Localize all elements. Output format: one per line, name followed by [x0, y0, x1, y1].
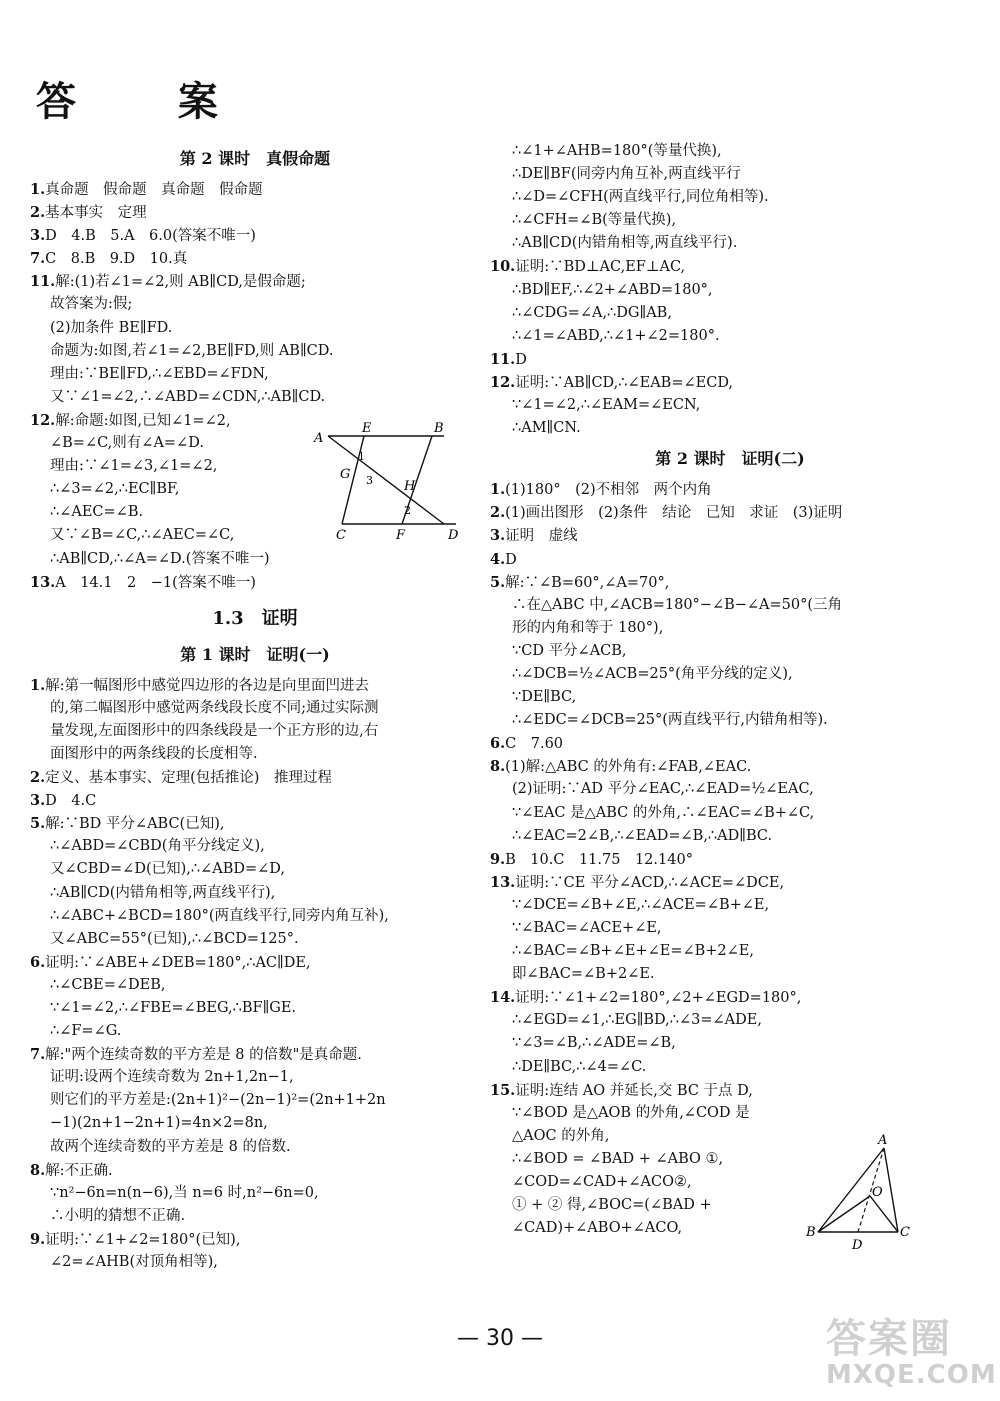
- question-number: 7.: [30, 250, 46, 268]
- question-number: 15.: [490, 1081, 516, 1099]
- question-number: 6.: [30, 953, 46, 971]
- watermark: [826, 1318, 996, 1398]
- answer-continuation-line: ∴∠EDC=∠DCB=25°(两直线平行,内错角相等).: [512, 712, 828, 729]
- question-number: 3.: [30, 792, 46, 810]
- question-number: 11.: [490, 350, 516, 368]
- question-number: 9.: [490, 850, 506, 868]
- answer-text: D 4.C: [45, 793, 97, 810]
- section-heading: 第 2 课时 证明(二): [655, 449, 805, 469]
- answer-continuation-line: ∠2=∠AHB(对顶角相等),: [50, 1254, 218, 1271]
- answer-continuation-line: 又∵∠1=∠2,∴∠ABD=∠CDN,∴AB∥CD.: [50, 388, 326, 405]
- figure-label-H: H: [404, 479, 416, 494]
- answer-continuation-line: ∴∠3=∠2,∴EC∥BF,: [50, 481, 180, 498]
- answer-line: [30, 674, 480, 697]
- answer-text: D: [505, 551, 517, 568]
- answer-text: 解:命题:如图,已知∠1=∠2,: [55, 412, 231, 429]
- answer-continuation-line: ∴∠CDG=∠A,∴DG∥AB,: [512, 304, 672, 321]
- answer-continuation-line: ∴∠D=∠CFH(两直线平行,同位角相等).: [512, 189, 769, 206]
- answer-continuation-line: ∴∠DCB=½∠ACB=25°(角平分线的定义),: [512, 665, 793, 682]
- answer-text: 证明 虚线: [505, 528, 578, 545]
- question-number: 10.: [490, 258, 516, 276]
- question-number: 9.: [30, 1230, 46, 1248]
- answer-line: [30, 1043, 480, 1066]
- answer-text: (1)解:△ABC 的外角有:∠FAB,∠EAC.: [505, 759, 752, 776]
- answer-continuation-line: ∴小明的猜想不正确.: [50, 1207, 186, 1224]
- answer-continuation-line: 命题为:如图,若∠1=∠2,BE∥FD,则 AB∥CD.: [50, 342, 334, 359]
- answer-continuation-line: 故两个连续奇数的平方差是 8 的倍数.: [50, 1138, 291, 1155]
- answer-continuation-line: ∵∠BAC=∠ACE+∠E,: [512, 920, 662, 936]
- answer-text: C 7.60: [505, 736, 564, 753]
- answer-continuation-line: ∴∠AEC=∠B.: [50, 504, 144, 521]
- section-heading: 第 1 课时 证明(一): [180, 644, 330, 664]
- figure-label-B: B: [806, 1225, 816, 1240]
- answer-text: 证明:∵∠ABE+∠DEB=180°,∴AC∥DE,: [45, 954, 311, 971]
- answer-continuation-line: ∠CAD)+∠ABO+∠ACO,: [512, 1220, 683, 1237]
- answer-text: 解:(1)若∠1=∠2,则 AB∥CD,是假命题;: [55, 274, 306, 291]
- figure-label-C: C: [900, 1225, 910, 1240]
- parallelogram-figure: [312, 420, 462, 540]
- section-heading: 第 2 课时 真假命题: [179, 149, 331, 168]
- answer-continuation-line: 理由:∵BE∥FD,∴∠EBD=∠FDN,: [50, 365, 269, 382]
- answer-text: 证明:∵AB∥CD,∴∠EAB=∠ECD,: [515, 374, 734, 391]
- question-number: 1.: [30, 676, 46, 694]
- question-number: 1.: [30, 181, 46, 198]
- answer-continuation-line: ∴∠F=∠G.: [50, 1023, 122, 1040]
- question-number: 2.: [30, 769, 46, 787]
- answer-line: [30, 951, 480, 974]
- answer-continuation-line: ① + ② 得,∠BOC=(∠BAD +: [512, 1197, 712, 1214]
- answer-continuation-line: ∵∠EAC 是△ABC 的外角,∴∠EAC=∠B+∠C,: [512, 804, 815, 821]
- question-number: 11.: [30, 273, 56, 291]
- answer-continuation-line: ∴∠1=∠ABD,∴∠1+∠2=180°.: [512, 327, 720, 344]
- question-number: 13.: [490, 873, 516, 891]
- answer-continuation-line: ∴∠CBE=∠DEB,: [50, 976, 166, 993]
- question-number: 6.: [490, 735, 506, 753]
- question-number: 3.: [490, 527, 506, 545]
- answer-text: 证明:∵CE 平分∠ACD,∴∠ACE=∠DCE,: [515, 874, 785, 891]
- question-number: 5.: [30, 815, 46, 833]
- answer-line: [30, 766, 480, 789]
- question-number: 12.: [490, 373, 516, 391]
- answer-continuation-line: 的,第二幅图形中感觉两条线段长度不同;通过实际测: [50, 699, 379, 716]
- answer-continuation-line: (2)加条件 BE∥FD.: [50, 319, 173, 336]
- answer-text: 解:不正确.: [45, 1162, 113, 1179]
- answer-text: 证明:∵BD⊥AC,EF⊥AC,: [515, 259, 686, 276]
- answer-text: D 4.B 5.A 6.0(答案不唯一): [45, 228, 256, 245]
- figure-label-A: A: [314, 431, 324, 446]
- answer-text: 证明:∵∠1+∠2=180°(已知),: [45, 1231, 241, 1248]
- answer-line: [490, 371, 970, 394]
- answer-text: (1)180° (2)不相邻 两个内角: [505, 482, 712, 499]
- answer-line: [490, 755, 970, 778]
- question-number: 7.: [30, 1046, 46, 1064]
- answer-line: [30, 789, 480, 812]
- answer-line: [490, 1079, 970, 1102]
- answer-continuation-line: ∵CD 平分∠ACB,: [512, 642, 627, 659]
- question-number: 1.: [490, 481, 506, 499]
- question-number: 2.: [30, 204, 46, 222]
- figure-label-2: 2: [404, 504, 411, 517]
- answer-line: [490, 348, 970, 371]
- answer-continuation-line: 故答案为:假;: [50, 296, 133, 313]
- answer-continuation-line: 量发现,左面图形中的四条线段是一个正方形的边,右: [50, 722, 379, 739]
- answer-text: 证明:∵∠1+∠2=180°,∠2+∠EGD=180°,: [515, 990, 802, 1007]
- answer-line: [30, 247, 480, 270]
- answer-continuation-line: 又∵∠B=∠C,∴∠AEC=∠C,: [50, 527, 235, 544]
- answer-line: [30, 178, 480, 201]
- answer-continuation-line: 理由:∵∠1=∠3,∠1=∠2,: [50, 458, 218, 475]
- answer-continuation-line: 证明:设两个连续奇数为 2n+1,2n−1,: [50, 1069, 294, 1086]
- answer-line: [30, 1228, 480, 1251]
- answer-text: 解:∵∠B=60°,∠A=70°,: [505, 574, 670, 591]
- left-column: [30, 140, 480, 1274]
- watermark-bottom: MXQE.COM: [826, 1360, 997, 1390]
- answer-continuation-line: 又∠CBD=∠D(已知),∴∠ABD=∠D,: [50, 861, 286, 878]
- answer-continuation-line: ∠B=∠C,则有∠A=∠D.: [50, 435, 204, 452]
- question-number: 8.: [490, 758, 506, 776]
- answer-text: 解:"两个连续奇数的平方差是 8 的倍数"是真命题.: [45, 1047, 362, 1064]
- answer-continuation-line: ∴BD∥EF,∴∠2+∠ABD=180°,: [512, 281, 713, 298]
- question-number: 14.: [490, 989, 516, 1007]
- answer-continuation-line: △AOC 的外角,: [512, 1127, 610, 1144]
- answer-continuation-line: 则它们的平方差是:(2n+1)²−(2n−1)²=(2n+1+2n: [50, 1092, 386, 1109]
- question-number: 5.: [490, 573, 506, 591]
- watermark-top: 答案圈: [826, 1316, 952, 1362]
- answer-line: [490, 478, 970, 501]
- question-number: 2.: [490, 504, 506, 522]
- answer-continuation-line: ∴∠EAC=2∠B,∴∠EAD=∠B,∴AD∥BC.: [512, 827, 773, 844]
- answer-continuation-line: ∴AB∥CD,∴∠A=∠D.(答案不唯一): [50, 550, 270, 567]
- answer-continuation-line: ∵n²−6n=n(n−6),当 n=6 时,n²−6n=0,: [50, 1184, 319, 1201]
- question-number: 12.: [30, 411, 56, 429]
- answer-line: [30, 1159, 480, 1182]
- answer-continuation-line: 又∠ABC=55°(已知),∴∠BCD=125°.: [50, 930, 299, 947]
- question-number: 3.: [30, 227, 46, 245]
- answer-continuation-line: ∴AB∥CD(内错角相等,两直线平行),: [50, 884, 276, 901]
- answer-line: [490, 255, 970, 278]
- answer-line: [30, 812, 480, 835]
- answer-text: 基本事实 定理: [45, 205, 147, 222]
- answer-continuation-line: ∵∠DCE=∠B+∠E,∴∠ACE=∠B+∠E,: [512, 896, 770, 913]
- answer-line: [490, 848, 970, 871]
- answer-line: [490, 524, 970, 547]
- question-number: 13.: [30, 573, 56, 591]
- figure-label-G: G: [340, 467, 351, 482]
- answer-line: [490, 501, 970, 524]
- figure-label-A: A: [878, 1133, 888, 1148]
- figure-label-C: C: [336, 528, 346, 540]
- answer-continuation-line: ∴DE∥BF(同旁内角互补,两直线平行: [512, 166, 741, 183]
- answer-continuation-line: ∵∠3=∠B,∴∠ADE=∠B,: [512, 1035, 676, 1052]
- answer-continuation-line: ∴∠ABC+∠BCD=180°(两直线平行,同旁内角互补),: [50, 907, 389, 924]
- answer-line: [30, 224, 480, 247]
- answer-continuation-line: ∵DE∥BC,: [512, 689, 577, 706]
- answer-continuation-line: ∴∠EGD=∠1,∴EG∥BD,∴∠3=∠ADE,: [512, 1012, 762, 1029]
- answer-continuation-line: ∴∠BAC=∠B+∠E+∠E=∠B+2∠E,: [512, 943, 754, 960]
- figure-label-D: D: [852, 1238, 863, 1252]
- figure-label-E: E: [362, 421, 372, 436]
- answer-continuation-line: ∴AM∥CN.: [512, 420, 581, 437]
- answer-line: [490, 571, 970, 594]
- figure-label-3: 3: [366, 474, 373, 487]
- answer-line: [30, 270, 480, 293]
- answer-line: [490, 871, 970, 894]
- answer-continuation-line: 即∠BAC=∠B+2∠E.: [512, 966, 655, 983]
- answer-continuation-line: ∴AB∥CD(内错角相等,两直线平行).: [512, 235, 738, 252]
- right-column: [490, 140, 970, 1240]
- answer-continuation-line: ∴∠1+∠AHB=180°(等量代换),: [512, 143, 722, 159]
- answer-text: A 14.1 2 −1(答案不唯一): [55, 574, 256, 591]
- answer-continuation-line: 面图形中的两条线段的长度相等.: [50, 745, 258, 762]
- answer-continuation-line: ∴∠CFH=∠B(等量代换),: [512, 212, 677, 229]
- answer-text: (1)画出图形 (2)条件 结论 已知 求证 (3)证明: [505, 505, 843, 522]
- page-number: — 30 —: [457, 1326, 543, 1351]
- answer-continuation-line: ∠COD=∠CAD+∠ACO②,: [512, 1174, 692, 1191]
- answer-text: C 8.B 9.D 10.真: [45, 251, 188, 268]
- answer-continuation-line: −1)(2n+1−2n+1)=4n×2=8n,: [50, 1115, 268, 1132]
- figure-label-F: F: [396, 528, 406, 540]
- answer-text: D: [515, 351, 527, 368]
- answer-text: 解:∵BD 平分∠ABC(已知),: [45, 816, 225, 833]
- answer-text: 真命题 假命题 真命题 假命题: [45, 182, 263, 198]
- answer-continuation-line: ∵∠1=∠2,∴∠FBE=∠BEG,∴BF∥GE.: [50, 1000, 297, 1016]
- answer-line: [30, 201, 480, 224]
- answer-text: 证明:连结 AO 并延长,交 BC 于点 D,: [515, 1082, 753, 1099]
- question-number: 4.: [490, 550, 506, 568]
- answer-continuation-line: ∴在△ABC 中,∠ACB=180°−∠B−∠A=50°(三角: [512, 596, 843, 613]
- answer-continuation-line: ∴∠BOD = ∠BAD + ∠ABO ①,: [512, 1150, 724, 1167]
- figure-label-1: 1: [358, 450, 365, 463]
- page-title: 答 案: [36, 78, 262, 125]
- answer-continuation-line: (2)证明:∵AD 平分∠EAC,∴∠EAD=½∠EAC,: [512, 781, 814, 798]
- answer-text: 解:第一幅图形中感觉四边形的各边是向里面凹进去: [45, 677, 370, 694]
- answer-continuation-line: 形的内角和等于 180°),: [512, 619, 664, 636]
- figure-label-D: D: [448, 528, 459, 540]
- triangle-figure: [806, 1132, 916, 1252]
- answer-continuation-line: ∵∠BOD 是△AOB 的外角,∠COD 是: [512, 1104, 750, 1121]
- question-number: 8.: [30, 1161, 46, 1179]
- answer-line: [490, 732, 970, 755]
- answer-continuation-line: ∴DE∥BC,∴∠4=∠C.: [512, 1058, 647, 1075]
- figure-label-B: B: [434, 421, 444, 436]
- answer-line: [490, 548, 970, 571]
- answer-line: [490, 986, 970, 1009]
- answer-continuation-line: ∵∠1=∠2,∴∠EAM=∠ECN,: [512, 397, 701, 414]
- figure-label-O: O: [872, 1185, 883, 1200]
- answer-line: [30, 571, 480, 594]
- answer-text: B 10.C 11.75 12.140°: [505, 851, 693, 868]
- answer-continuation-line: ∴∠ABD=∠CBD(角平分线定义),: [50, 838, 265, 855]
- answer-text: 定义、基本事实、定理(包括推论) 推理过程: [45, 770, 332, 787]
- chapter-heading: 1.3 证明: [212, 607, 298, 629]
